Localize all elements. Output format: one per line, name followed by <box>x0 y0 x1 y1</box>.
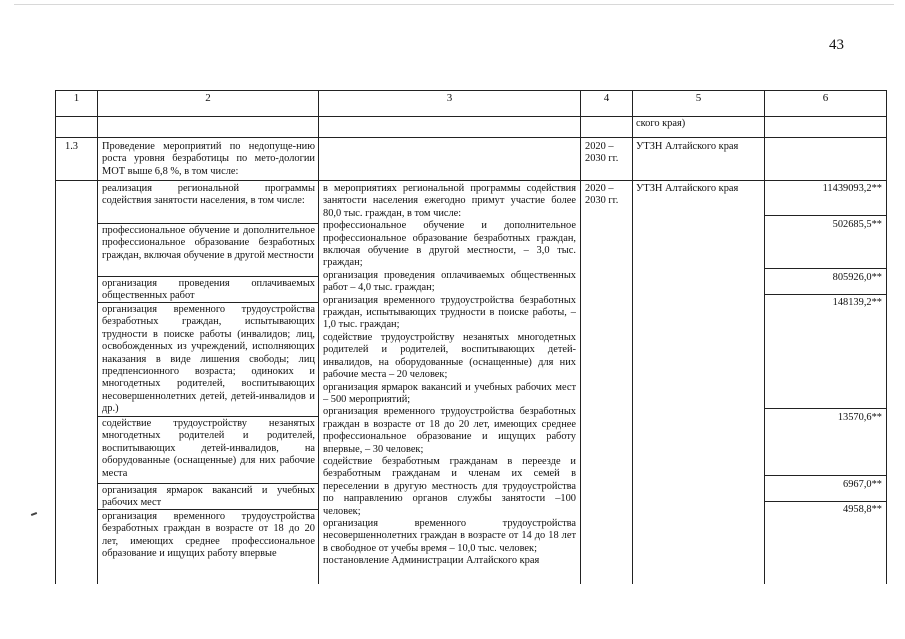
col-border <box>632 90 633 584</box>
col-border <box>318 90 319 584</box>
indicator-line: организация временного трудоустройства безработных граждан в возрасте от 18 до 20 лет, имеющих среднее профессиональное образование и ищущих работу впервые, – 30 человек; <box>323 406 576 455</box>
row-divider <box>55 137 886 138</box>
page-number: 43 <box>829 37 844 53</box>
header-col-2: 2 <box>205 92 211 104</box>
indicator-line: постановление Администрации Алтайского края <box>323 555 540 567</box>
indicator-line: в мероприятиях региональной программы содействия занятости населения ежегодно примут участие более 80,0 тыс. граждан, в том числе: <box>323 183 576 219</box>
sub-item-name: организация временного трудоустройства безработных граждан в возрасте от 18 до 20 лет, имеющих среднее профессиональное образование и ищущих работу впервые <box>102 511 315 560</box>
sub-divider <box>97 223 318 224</box>
table-top-border <box>55 90 886 91</box>
col-border <box>97 90 98 584</box>
col-border <box>886 90 887 584</box>
sub-item-amount: 805926,0** <box>832 272 882 283</box>
amount-divider <box>764 215 886 216</box>
sub-item-amount: 6967,0** <box>843 479 882 490</box>
row-divider <box>55 180 886 181</box>
sub-item-name: организация временного трудоустройства безработных граждан, испытывающих трудности в поиске работы (инвалидов; лиц, освобожденных из учреждений, исполняющих наказания в виде лишения свободы; лиц предпенсионного возраста; одиноких и многодетных родителей, воспитывающих несовершеннолетних детей, детей-инвалидов и др.) <box>102 304 315 415</box>
header-col-4: 4 <box>603 92 610 104</box>
col-border <box>764 90 765 584</box>
indicator-line: организация временного трудоустройства безработных граждан, испытывающих трудности в поиске работы, – 1,0 тыс. граждан; <box>323 294 576 331</box>
indicator-line: содействие безработным гражданам в переезде и безработным гражданам и членам их семей в переселении в другую местность для трудоустройства по направлению органов службы занятости –100 человек; <box>323 455 576 517</box>
header-col-1: 1 <box>73 92 80 104</box>
row-divider <box>55 116 886 117</box>
indicator-line: организация ярмарок вакансий и учебных рабочих мест – 500 мероприятий; <box>323 381 576 405</box>
row-executor: УТЗН Алтайского края <box>636 141 739 152</box>
program-name: реализация региональной программы содействия занятости населения, в том числе: <box>102 183 315 207</box>
amount-divider <box>764 501 886 502</box>
indicators-block <box>323 183 576 583</box>
col-border <box>55 90 56 584</box>
program-period: 2020 – 2030 гг. <box>585 183 619 207</box>
sub-item-amount: 4958,8** <box>843 504 882 515</box>
col-border <box>580 90 581 584</box>
sub-divider <box>97 416 318 417</box>
sub-item-name: организация ярмарок вакансий и учебных рабочих мест <box>102 485 315 509</box>
header-col-3: 3 <box>446 92 453 104</box>
num-divider <box>55 180 97 181</box>
program-executor: УТЗН Алтайского края <box>636 183 739 194</box>
indicator-line: содействие трудоустройству незанятых многодетных родителей и родителей, воспитывающих детей-инвалидов, на оборудованные (оснащенные) для них рабочие места – 20 человек; <box>323 331 576 381</box>
sub-item-amount: 502685,5** <box>832 219 882 230</box>
sub-divider <box>97 483 318 484</box>
sub-item-name: профессиональное обучение и дополнительное профессиональное образование безработных граждан, включая обучение в другой местности <box>102 225 315 261</box>
sub-item-amount: 148139,2** <box>832 297 882 308</box>
amount-divider <box>764 294 886 295</box>
sub-item-name: организация проведения оплачиваемых общественных работ <box>102 278 315 302</box>
amount-divider <box>764 268 886 269</box>
program-amount: 11439093,2** <box>822 183 882 194</box>
indicator-line: профессиональное обучение и дополнительное профессиональное образование безработных граждан, включая обучение в другой местности, – 3,0 тыс. граждан; <box>323 220 576 269</box>
amount-divider <box>764 475 886 476</box>
sub-item-name: содействие трудоустройству незанятых многодетных родителей и родителей, воспитывающих детей-инвалидов, на оборудованные (оснащенные) для них рабочие места <box>102 418 315 479</box>
row-number: 1.3 <box>65 141 78 152</box>
amount-divider <box>764 408 886 409</box>
indicator-line: организация проведения оплачиваемых общественных работ – 4,0 тыс. граждан; <box>323 269 576 294</box>
cont-executor: ского края) <box>636 118 686 129</box>
indicator-line: организация временного трудоустройства несовершеннолетних граждан в возрасте от 14 до 18 лет в свободное от учебы время – 10,0 тыс. человек; <box>323 517 576 554</box>
row-period: 2020 – 2030 гг. <box>585 141 619 165</box>
header-col-6: 6 <box>822 92 829 104</box>
header-col-5: 5 <box>695 92 702 104</box>
row-title: Проведение мероприятий по недопуще-нию роста уровня безработицы по мето-дологии МОТ выше 6,8 %, в том числе: <box>102 141 315 177</box>
sub-item-amount: 13570,6** <box>837 412 882 423</box>
sub-divider <box>97 276 318 277</box>
